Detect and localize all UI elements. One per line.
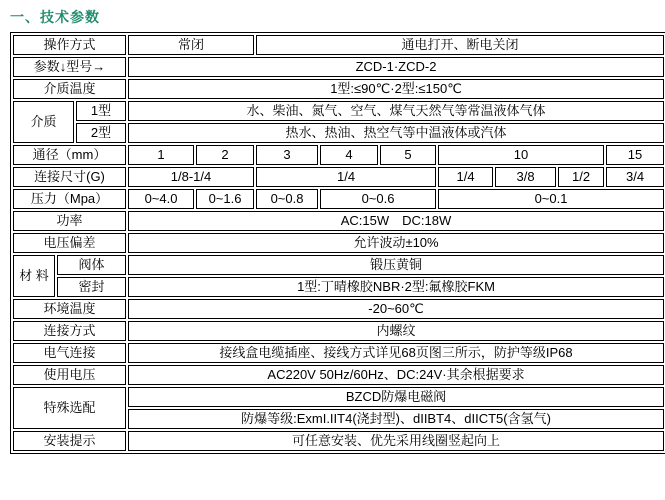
value-energize-behavior: 通电打开、断电关闭 xyxy=(256,35,664,55)
label-ambient-temperature: 环境温度 xyxy=(13,299,126,319)
value-pressure-2: 0~1.6 xyxy=(196,189,254,209)
label-pressure: 压力（Mpa） xyxy=(13,189,126,209)
value-diameter-5: 5 xyxy=(380,145,436,165)
value-connsize-3: 1/4 xyxy=(438,167,493,187)
value-diameter-1: 1 xyxy=(128,145,194,165)
value-diameter-3: 3 xyxy=(256,145,318,165)
value-power: AC:15W DC:18W xyxy=(128,211,664,231)
value-seal-material: 1型:丁晴橡胶NBR·2型:氟橡胶FKM xyxy=(128,277,664,297)
row-power xyxy=(13,211,664,231)
value-connsize-1: 1/8-1/4 xyxy=(128,167,254,187)
label-seal: 密封 xyxy=(57,277,126,297)
row-special-option-1 xyxy=(13,387,664,407)
label-installation-tip: 安装提示 xyxy=(13,431,126,451)
value-diameter-4: 4 xyxy=(320,145,378,165)
value-pressure-4: 0~0.6 xyxy=(320,189,436,209)
label-valve-body: 阀体 xyxy=(57,255,126,275)
spec-table xyxy=(10,32,665,454)
row-connection-type xyxy=(13,321,664,341)
row-medium-type2 xyxy=(13,123,664,143)
value-explosion-proof-rating: 防爆等级:ExmI.IIT4(浇封型)、dIIBT4、dIICT5(含氢气) xyxy=(128,409,664,429)
value-ambient-temperature: -20~60℃ xyxy=(128,299,664,319)
value-connsize-2: 1/4 xyxy=(256,167,436,187)
value-medium-type1: 水、柴油、氮气、空气、煤气天然气等常温液体气体 xyxy=(128,101,664,121)
label-medium: 介质 xyxy=(13,101,74,143)
label-operation-mode: 操作方式 xyxy=(13,35,126,55)
label-medium-type2: 2型 xyxy=(76,123,126,143)
value-model-codes: ZCD-1·ZCD-2 xyxy=(128,57,664,77)
row-electrical-connection xyxy=(13,343,664,363)
label-power: 功率 xyxy=(13,211,126,231)
value-normally-closed: 常闭 xyxy=(128,35,254,55)
row-connection-size xyxy=(13,167,664,187)
row-operation-mode xyxy=(13,35,664,55)
label-voltage-deviation: 电压偏差 xyxy=(13,233,126,253)
value-medium-type2: 热水、热油、热空气等中温液体或汽体 xyxy=(128,123,664,143)
row-material-seal xyxy=(13,277,664,297)
value-installation-tip: 可任意安装、优先采用线圈竖起向上 xyxy=(128,431,664,451)
value-diameter-10: 10 xyxy=(438,145,604,165)
label-operating-voltage: 使用电压 xyxy=(13,365,126,385)
value-pressure-1: 0~4.0 xyxy=(128,189,194,209)
value-connsize-4: 3/8 xyxy=(495,167,556,187)
value-pressure-5: 0~0.1 xyxy=(438,189,664,209)
label-connection-size: 连接尺寸(G) xyxy=(13,167,126,187)
value-connsize-5: 1/2 xyxy=(558,167,604,187)
value-electrical-connection: 接线盒电缆插座、接线方式详见68页图三所示，防护等级IP68 xyxy=(128,343,664,363)
row-medium-temperature xyxy=(13,79,664,99)
row-voltage-deviation xyxy=(13,233,664,253)
page-title: 一、技术参数 xyxy=(10,9,100,25)
label-connection-type: 连接方式 xyxy=(13,321,126,341)
row-material-body xyxy=(13,255,664,275)
value-special-option-name: BZCD防爆电磁阀 xyxy=(128,387,664,407)
row-param-model xyxy=(13,57,664,77)
label-medium-temperature: 介质温度 xyxy=(13,79,126,99)
row-pressure xyxy=(13,189,664,209)
label-material: 材 料 xyxy=(13,255,55,297)
value-medium-temperature: 1型:≤90℃·2型:≤150℃ xyxy=(128,79,664,99)
row-diameter xyxy=(13,145,664,165)
label-diameter: 通径（mm） xyxy=(13,145,126,165)
row-medium-type1 xyxy=(13,101,664,121)
value-diameter-15: 15 xyxy=(606,145,664,165)
label-medium-type1: 1型 xyxy=(76,101,126,121)
label-param-model: 参数↓型号→ xyxy=(13,57,126,77)
value-pressure-3: 0~0.8 xyxy=(256,189,318,209)
value-operating-voltage: AC220V 50Hz/60Hz、DC:24V·其余根据要求 xyxy=(128,365,664,385)
value-valve-body-material: 锻压黄铜 xyxy=(128,255,664,275)
value-connection-type: 内螺纹 xyxy=(128,321,664,341)
row-ambient-temperature xyxy=(13,299,664,319)
value-diameter-2: 2 xyxy=(196,145,254,165)
row-operating-voltage xyxy=(13,365,664,385)
label-electrical-connection: 电气连接 xyxy=(13,343,126,363)
label-special-option: 特殊选配 xyxy=(13,387,126,429)
row-installation-tip xyxy=(13,431,664,451)
value-connsize-6: 3/4 xyxy=(606,167,664,187)
value-voltage-deviation: 允许波动±10% xyxy=(128,233,664,253)
